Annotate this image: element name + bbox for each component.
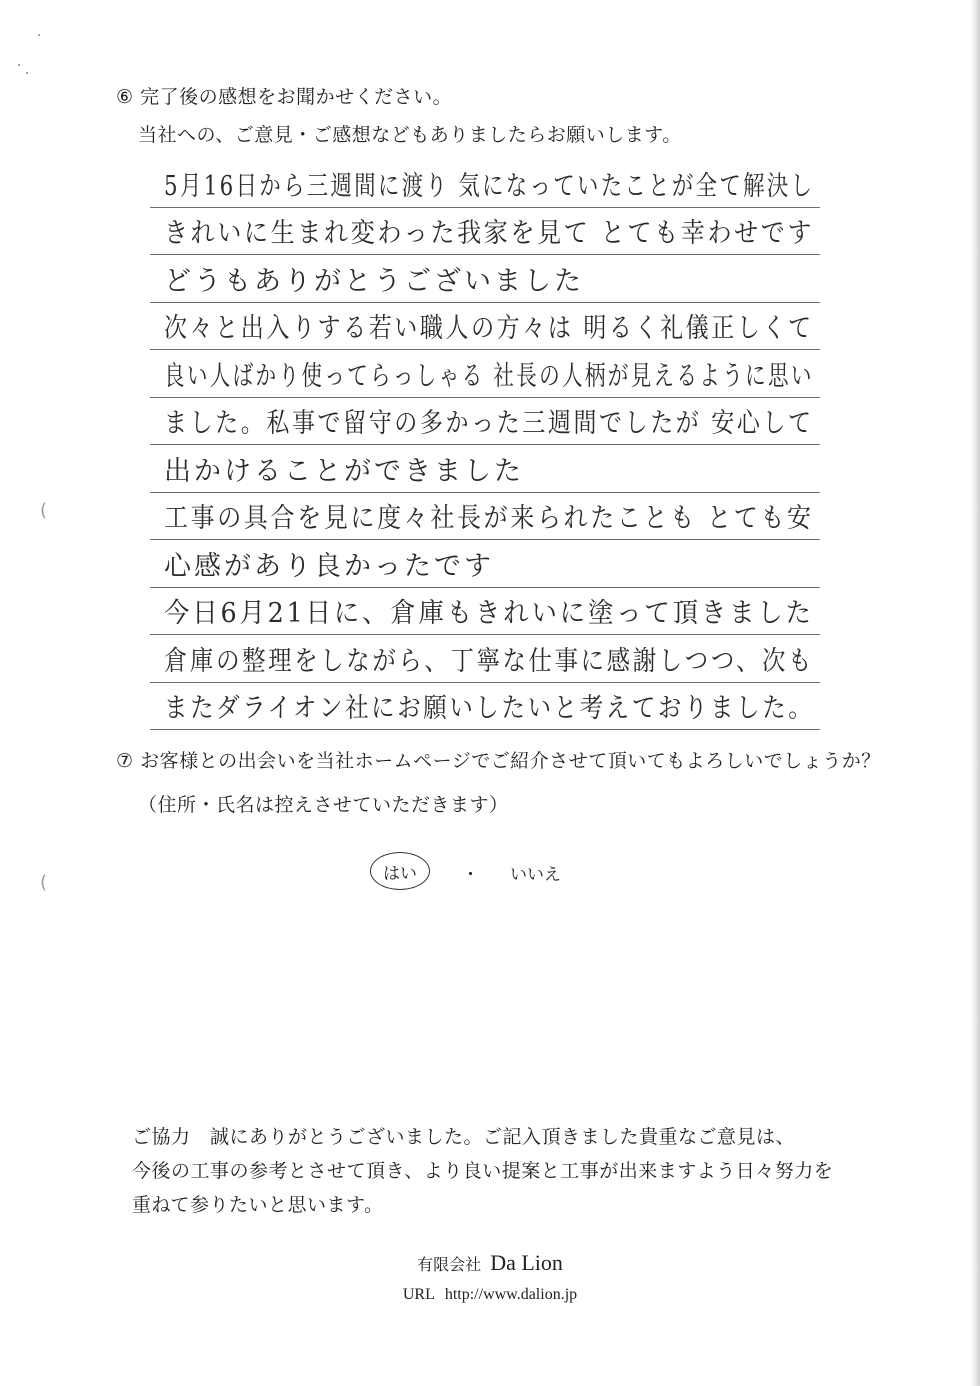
choice-no[interactable]: いいえ	[510, 865, 561, 885]
answer-text: 次々と出入りする若い職人の方々は 明るく礼儀正しくて	[164, 313, 814, 344]
answer-line	[150, 588, 820, 636]
question-6-prompt: 当社への、ご意見・ご感想などもありましたらお願いします。	[138, 124, 682, 146]
margin-mark: (	[40, 872, 48, 893]
answer-text: 心感があり良かったです	[164, 550, 494, 582]
company-name: Da Lion	[490, 1250, 563, 1275]
answer-text: 今日6月21日に、倉庫もきれいに塗って頂きました	[164, 598, 814, 629]
company-type: 有限会社	[417, 1255, 482, 1274]
answer-text: きれいに生まれ変わった我家を見て とても幸わせです	[164, 218, 815, 249]
choice-yes-label: はい	[383, 863, 417, 884]
question-7-title: ⑦ お客様との出会いを当社ホームページでご紹介させて頂いてもよろしいでしょうか？	[116, 750, 881, 772]
url-label: URL	[402, 1286, 435, 1303]
answer-line	[150, 350, 820, 398]
answer-text: ました。私事で留守の多かった三週間でしたが 安心して	[164, 408, 814, 439]
answer-line	[150, 208, 820, 256]
answer-text: 出かけることができました	[164, 455, 524, 487]
consent-choices	[370, 852, 590, 892]
answer-line	[150, 160, 820, 208]
answer-text: 工事の具合を見に度々社長が来られたことも とても安	[164, 503, 814, 534]
handwritten-answer	[150, 160, 820, 730]
answer-line	[150, 493, 820, 541]
answer-text: 5月16日から三週間に渡り 気になっていたことが全て解決し	[164, 170, 815, 202]
choice-separator: ・	[462, 865, 479, 885]
margin-mark: (	[40, 500, 48, 521]
closing-line: ご協力 誠にありがとうございました。ご記入頂きました貴重なご意見は、	[132, 1126, 796, 1148]
scan-edge-shadow	[970, 0, 980, 1386]
answer-line	[150, 683, 820, 731]
closing-line: 今後の工事の参考とさせて頂き、より良い提案と工事が出来ますよう日々努力を	[132, 1160, 834, 1182]
answer-text: 倉庫の整理をしながら、丁寧な仕事に感謝しつつ、次も	[164, 645, 815, 677]
company-url[interactable]: http://www.dalion.jp	[444, 1286, 578, 1303]
answer-line	[150, 445, 820, 493]
answer-line	[150, 303, 820, 351]
answer-text: どうもありがとうございました	[164, 265, 584, 297]
scan-specks	[12, 30, 52, 90]
answer-text: またダライオン社にお願いしたいと考えておりました。	[164, 693, 815, 724]
answer-line	[150, 635, 820, 683]
answer-line	[150, 540, 820, 588]
answer-line	[150, 255, 820, 303]
choice-yes-circled[interactable]	[370, 852, 430, 890]
question-7-note: （住所・氏名は控えさせていただきます）	[138, 794, 509, 816]
closing-message	[132, 1120, 852, 1222]
closing-line: 重ねて参りたいと思います。	[132, 1194, 384, 1216]
company-url-line	[0, 1286, 980, 1304]
company-line	[0, 1250, 980, 1276]
question-6-title: ⑥ 完了後の感想をお聞かせください。	[116, 86, 453, 108]
answer-text: 良い人ばかり使ってらっしゃる 社長の人柄が見えるように思い	[164, 360, 814, 392]
answer-line	[150, 398, 820, 446]
